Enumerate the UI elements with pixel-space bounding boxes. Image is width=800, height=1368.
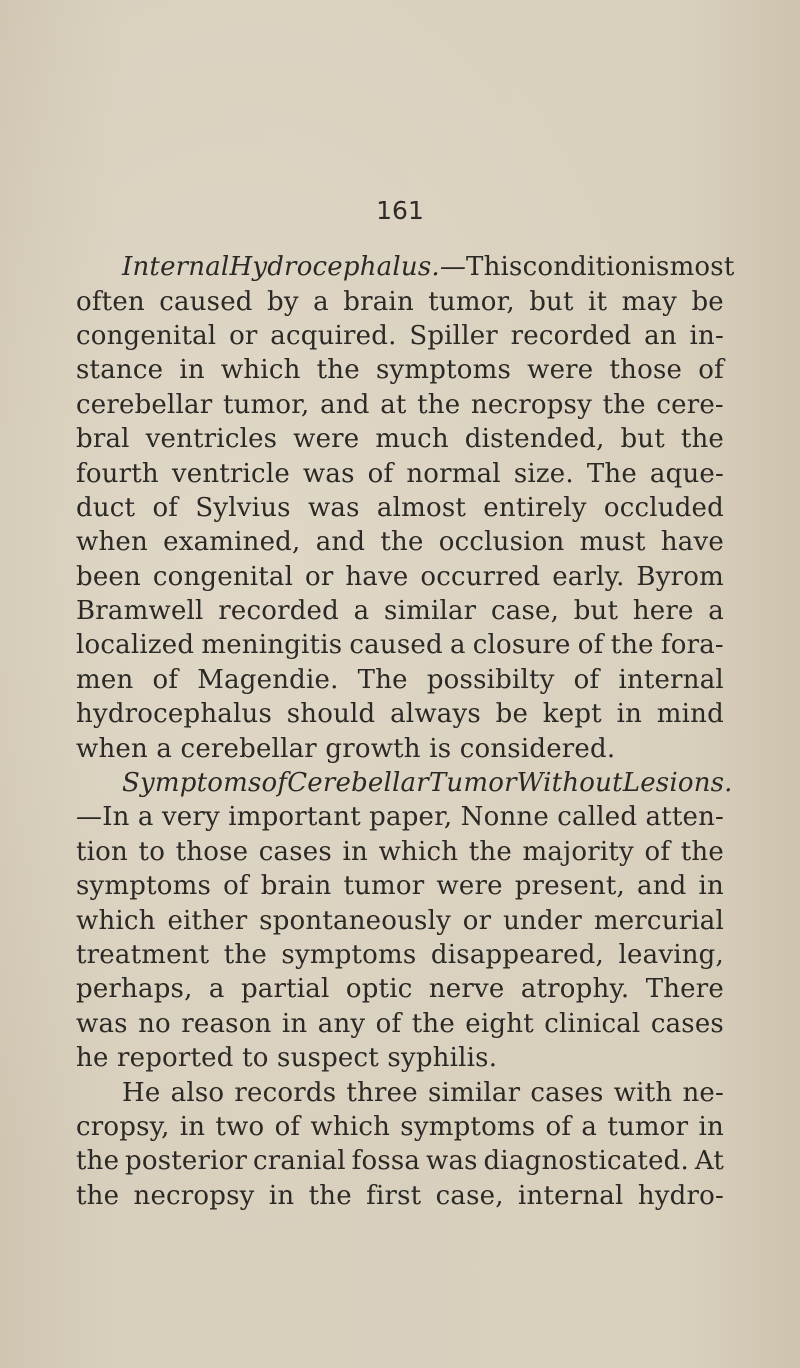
word: acquired. — [270, 320, 397, 351]
word: were — [293, 424, 360, 455]
word: early. — [552, 561, 625, 592]
word: of — [698, 355, 724, 386]
word: have — [660, 527, 724, 558]
word: also — [170, 1077, 225, 1108]
word: Sylvius — [195, 492, 291, 523]
word: the — [680, 836, 724, 867]
word: most — [669, 252, 735, 283]
word: those — [175, 836, 249, 867]
word: of — [375, 1008, 402, 1039]
word: stance — [76, 355, 164, 386]
text-line — [76, 319, 724, 353]
word: caused — [159, 286, 253, 317]
word: or — [305, 561, 334, 592]
word: of — [274, 1111, 301, 1142]
word: closure — [472, 630, 571, 661]
word: Lesions. — [622, 768, 733, 799]
text-line — [76, 388, 724, 422]
word: often — [76, 286, 145, 317]
word: three — [346, 1077, 418, 1108]
word: important — [228, 802, 361, 833]
text-line — [76, 594, 724, 628]
word: partial — [240, 974, 330, 1005]
word: aque- — [649, 458, 724, 489]
word: brain — [260, 871, 332, 902]
word: distended, — [464, 424, 605, 455]
word: Bramwell — [76, 596, 204, 627]
word: the — [610, 630, 654, 661]
word: in — [268, 1180, 295, 1211]
text-line — [76, 697, 724, 731]
word: case, — [490, 596, 560, 627]
word: in — [281, 1008, 308, 1039]
word: or — [229, 320, 258, 351]
word: but — [620, 424, 665, 455]
word: was — [425, 1146, 478, 1177]
word: congenital — [76, 320, 217, 351]
word: recorded — [510, 320, 632, 351]
word: diagnosticated. — [483, 1146, 689, 1177]
text-line — [76, 250, 735, 284]
word: size. — [513, 458, 574, 489]
word: tion — [76, 836, 128, 867]
word: must — [579, 527, 646, 558]
word: paper, — [369, 802, 453, 833]
word: in- — [689, 320, 724, 351]
word: eight — [465, 1008, 534, 1039]
word: very — [161, 802, 220, 833]
word: cases — [258, 836, 332, 867]
word: Internal — [122, 252, 230, 283]
text-line — [76, 1075, 724, 1109]
word: similar — [384, 596, 477, 627]
word: which — [220, 355, 301, 386]
word: tumor — [343, 871, 425, 902]
word: internal — [518, 1180, 624, 1211]
word: when a cerebellar growth is considered. — [76, 733, 616, 764]
word: atten- — [645, 802, 724, 833]
word: always — [390, 699, 481, 730]
text-line — [76, 972, 724, 1006]
word: fossa — [351, 1146, 421, 1177]
word: the — [308, 1180, 352, 1211]
word: in — [179, 355, 205, 386]
word: of — [577, 630, 604, 661]
word: here — [632, 596, 694, 627]
word: symptoms — [281, 940, 417, 970]
word: The — [586, 458, 637, 489]
text-line — [76, 1041, 724, 1075]
word: reason — [181, 1008, 272, 1039]
word: in — [342, 836, 368, 867]
word: occlusion — [438, 527, 565, 558]
word: cranial — [253, 1146, 346, 1177]
word: a — [449, 630, 466, 661]
word: men — [76, 664, 134, 695]
word: Cerebellar — [287, 768, 429, 799]
word: the — [380, 527, 424, 558]
word: which — [310, 1111, 391, 1142]
word: to — [138, 836, 166, 867]
body-text — [76, 250, 735, 1213]
word: at — [380, 389, 407, 420]
word: and — [637, 871, 687, 902]
text-line — [76, 903, 724, 937]
word: were — [436, 871, 503, 902]
word: occurred — [420, 561, 541, 592]
word: mind — [656, 699, 724, 730]
word: congenital — [152, 561, 294, 592]
word: in — [616, 699, 643, 730]
word: the — [223, 940, 267, 970]
text-line — [76, 1007, 724, 1041]
word: The — [357, 664, 408, 695]
word: cases — [530, 1077, 604, 1108]
word: a — [353, 596, 370, 627]
word: were — [527, 355, 594, 386]
word: ventricle — [171, 458, 290, 489]
word: in — [179, 1111, 206, 1142]
text-line — [76, 525, 724, 559]
word: of — [261, 768, 288, 799]
word: necropsy — [133, 1180, 255, 1211]
word: nerve — [428, 974, 505, 1005]
word: a — [313, 286, 329, 317]
word: was — [307, 492, 360, 523]
text-line — [76, 1110, 724, 1144]
word: ventricles — [145, 424, 278, 455]
word: the — [316, 355, 360, 386]
text-line — [76, 628, 724, 662]
word: in — [698, 1111, 724, 1142]
word: treatment — [76, 940, 210, 970]
word: At — [694, 1146, 724, 1177]
word: tumor, — [428, 286, 515, 317]
word: of — [545, 1111, 572, 1142]
word: symptoms — [76, 871, 212, 902]
word: any — [317, 1008, 366, 1039]
text-line — [76, 800, 724, 834]
word: present, — [514, 871, 625, 902]
word: occluded — [603, 492, 724, 523]
word: and — [315, 527, 366, 558]
text-line — [76, 1144, 724, 1178]
text-line — [76, 560, 724, 594]
word: have — [345, 561, 409, 592]
text-line — [76, 456, 724, 490]
word: recorded — [218, 596, 339, 627]
word: no — [138, 1008, 171, 1039]
word: which — [76, 905, 156, 936]
word: been — [76, 561, 141, 592]
word: may — [621, 286, 678, 317]
word: mercurial — [593, 905, 724, 936]
word: hydrocephalus — [76, 699, 273, 730]
word: posterior — [125, 1146, 248, 1177]
word: spontaneously — [259, 905, 451, 936]
word: bral — [76, 424, 130, 455]
text-line — [76, 491, 724, 525]
word: called — [557, 802, 638, 833]
word: Tumor — [428, 768, 517, 799]
word: an — [644, 320, 677, 351]
word: almost — [376, 492, 467, 523]
word: of — [152, 492, 179, 523]
word: Without — [516, 768, 623, 799]
word: a — [708, 596, 724, 627]
page-number: 161 — [376, 196, 424, 225]
word: case, — [435, 1180, 504, 1211]
word: Nonne — [460, 802, 549, 833]
word: it — [588, 286, 608, 317]
word: the — [602, 389, 646, 420]
word: perhaps, — [76, 974, 193, 1005]
word: condition — [522, 252, 648, 283]
text-line — [76, 422, 724, 456]
word: duct — [76, 492, 136, 523]
text-line — [76, 353, 724, 387]
word: There — [645, 974, 724, 1005]
word: when — [76, 527, 148, 558]
word: or — [462, 905, 492, 936]
word: symptoms — [400, 1111, 536, 1142]
word: a — [137, 802, 154, 833]
word: —In — [76, 802, 130, 833]
word: cere- — [656, 389, 724, 420]
text-line — [76, 766, 733, 800]
word: two — [215, 1111, 265, 1142]
word: caused — [349, 630, 443, 661]
word: in — [698, 871, 724, 902]
word: He — [122, 1077, 161, 1108]
word: atrophy. — [520, 974, 630, 1005]
word: tumor, — [222, 389, 310, 420]
word: of — [644, 836, 671, 867]
word: entirely — [483, 492, 587, 523]
word: internal — [618, 664, 724, 695]
word: records — [234, 1077, 337, 1108]
word: cases — [650, 1008, 724, 1039]
word: Hydrocephalus.—This — [229, 252, 523, 283]
word: either — [167, 905, 248, 936]
word: of — [367, 458, 394, 489]
word: Byrom — [636, 561, 724, 592]
word: ne- — [682, 1077, 724, 1108]
word: first — [366, 1180, 422, 1211]
word: a — [581, 1111, 598, 1142]
word: was — [76, 1008, 128, 1039]
word: hydro- — [637, 1180, 724, 1211]
word: and — [320, 389, 370, 420]
word: normal — [406, 458, 501, 489]
word: necropsy — [470, 389, 592, 420]
word: Magendie. — [197, 664, 339, 695]
word: be — [691, 286, 724, 317]
text-line — [76, 1179, 724, 1213]
word: of — [152, 664, 179, 695]
text-line — [76, 835, 724, 869]
word: is — [647, 252, 670, 283]
word: much — [375, 424, 449, 455]
word: brain — [343, 286, 414, 317]
word: he reported to suspect syphilis. — [76, 1043, 498, 1074]
word: but — [573, 596, 619, 627]
word: was — [302, 458, 355, 489]
word: cropsy, — [76, 1111, 170, 1142]
word: disappeared, — [430, 940, 605, 970]
word: fora- — [660, 630, 724, 661]
word: under — [503, 905, 583, 936]
word: be — [495, 699, 529, 730]
word: of — [223, 871, 249, 902]
word: the — [417, 389, 461, 420]
text-line — [76, 869, 724, 903]
word: cerebellar — [76, 389, 213, 420]
word: but — [529, 286, 574, 317]
word: with — [613, 1077, 673, 1108]
text-line — [76, 284, 724, 318]
word: fourth — [76, 458, 159, 489]
word: a — [208, 974, 225, 1005]
word: of — [573, 664, 600, 695]
word: meningitis — [201, 630, 343, 661]
word: localized — [76, 630, 195, 661]
word: the — [680, 424, 724, 455]
text-line — [76, 731, 724, 765]
word: tumor — [607, 1111, 689, 1142]
word: symptoms — [375, 355, 511, 386]
word: the — [76, 1180, 120, 1211]
word: majority — [522, 836, 634, 867]
word: kept — [542, 699, 602, 730]
word: possibilty — [426, 664, 555, 695]
word: examined, — [163, 527, 301, 558]
word: Symptoms — [122, 768, 262, 799]
word: the — [411, 1008, 455, 1039]
word: those — [609, 355, 683, 386]
word: clinical — [544, 1008, 641, 1039]
word: similar — [427, 1077, 521, 1108]
word: which — [378, 836, 459, 867]
word: the — [468, 836, 512, 867]
word: Spiller — [409, 320, 498, 351]
word: the — [76, 1146, 120, 1177]
word: optic — [345, 974, 413, 1005]
word: leaving, — [618, 940, 724, 970]
word: should — [286, 699, 376, 730]
text-line — [76, 938, 724, 972]
text-line — [76, 663, 724, 697]
word: by — [267, 286, 299, 317]
